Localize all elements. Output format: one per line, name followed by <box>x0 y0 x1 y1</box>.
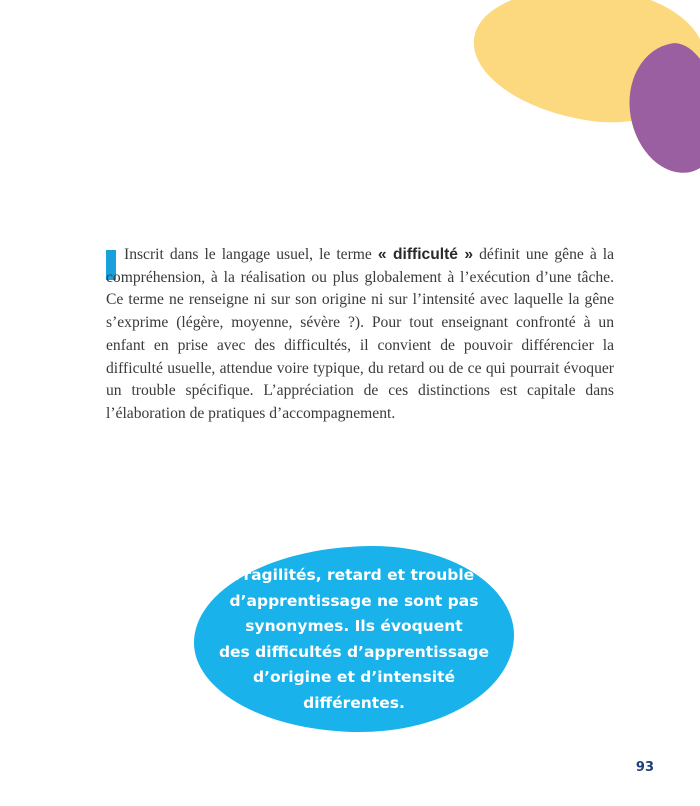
intro-paragraph <box>106 244 614 426</box>
paragraph-rest: définit une gêne à la compréhension, à la réalisation ou plus globalement à l’exécution d’une tâche. Ce terme ne renseigne ni sur son origine ni sur l’intensité avec laquelle la gêne s’exprime (légère, moyenne, sévère ?). Pour tout enseignant confronté à un enfant en prise avec des difficultés, il convient de pouvoir différencier la difficulté usuelle, attendue voire typique, du retard ou de ce qui pourrait évoquer un trouble spécifique. L’appréciation de ces distinctions est capitale dans l’élaboration de pratiques d’accompagnement. <box>106 246 615 422</box>
page-number: 93 <box>635 760 654 775</box>
callout-text: Fragilités, retard et trouble d’apprentissage ne sont pas synonymes. Ils évoquent des difficultés d’apprentissage d’origine et d’intensité différentes. <box>218 566 490 712</box>
paragraph-lead: Inscrit dans le langage usuel, le terme <box>124 246 378 263</box>
highlighted-term: « difficulté » <box>377 246 474 263</box>
